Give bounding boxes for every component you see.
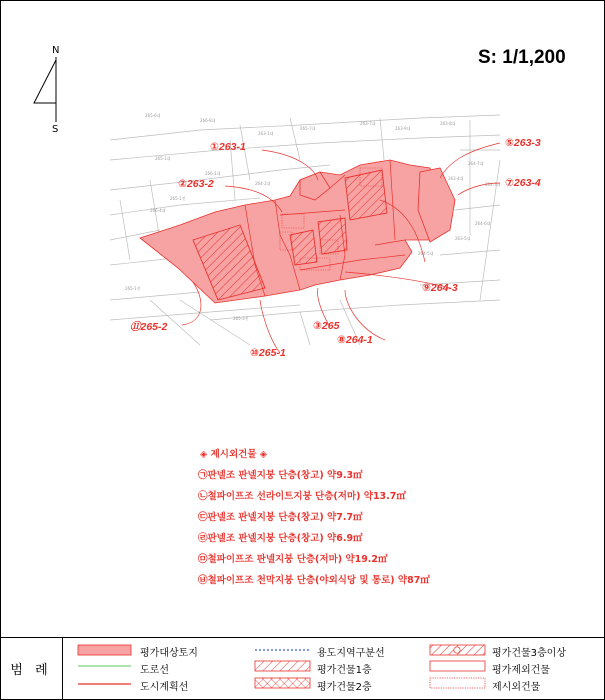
legend-label-zoning-line: 용도지역구분선	[317, 648, 385, 659]
svg-text:265-3전: 265-3전	[233, 316, 249, 321]
legend-label-eval-bldg-2: 평가건물2층	[317, 682, 372, 693]
svg-text:264-2대: 264-2대	[255, 181, 271, 186]
north-arrow-icon	[34, 57, 56, 122]
svg-text:263-7대: 263-7대	[360, 121, 376, 126]
lot-label-264-3: ⑨264-3	[422, 282, 458, 294]
excluded-building-item: ㉠판넬조 판넬지붕 단층(창고) 약9.3㎡	[198, 470, 363, 481]
legend-label-eval-bldg-3: 평가건물3층이상	[492, 648, 566, 659]
excluded-buildings-note	[198, 444, 430, 591]
svg-text:265-1전: 265-1전	[125, 286, 141, 291]
legend-divider	[0, 637, 605, 638]
svg-text:266-8대: 266-8대	[200, 118, 216, 123]
svg-text:265-1대: 265-1대	[155, 156, 171, 161]
svg-text:264-7대: 264-7대	[468, 161, 484, 166]
building-center	[290, 230, 317, 265]
svg-text:266-4대: 266-4대	[150, 208, 166, 213]
svg-text:265-1전: 265-1전	[170, 196, 186, 201]
legend-label-road-line: 도로선	[140, 665, 169, 676]
svg-text:264-7대: 264-7대	[485, 182, 501, 187]
excluded-building-item: ㉡철파이프조 선라이트지붕 단층(저마) 약13.7㎡	[198, 491, 406, 502]
legend-title: 범 례	[0, 637, 63, 699]
excluded-building-item: ㉤철파이프조 판넬지붕 단층(저마) 약19.2㎡	[198, 554, 388, 565]
legend-label-eval-excluded-bldg: 평가제외건물	[492, 665, 550, 676]
svg-text:263-5대: 263-5대	[455, 236, 471, 241]
svg-text:264-5대: 264-5대	[418, 251, 434, 256]
svg-text:265-7대: 265-7대	[300, 126, 316, 131]
legend-label-eval-land: 평가대상토지	[140, 648, 198, 659]
excluded-building-item: ㉣판넬조 판넬지붕 단층(창고) 약6.9㎡	[198, 533, 363, 544]
lot-label-265-1: ⑩265-1	[250, 347, 286, 359]
excluded-building-item: ㉥철파이프조 천막지붕 단층(야외식당 및 통로) 약87㎡	[198, 575, 430, 586]
lot-label-265: ③265	[313, 320, 340, 332]
north-label: N	[52, 45, 60, 56]
svg-text:265-6대: 265-6대	[145, 113, 161, 118]
lot-label-264-1: ⑧264-1	[337, 334, 373, 346]
svg-text:263-1대: 263-1대	[258, 131, 274, 136]
legend-label-urban-plan-line: 도시계획선	[140, 682, 189, 693]
lot-label-263-3: ⑤263-3	[505, 137, 541, 149]
excluded-buildings-title: ◈ 제시외건물 ◈	[200, 449, 268, 460]
legend-label-presented-excluded-bldg: 제시외건물	[492, 682, 541, 693]
svg-text:263-9대: 263-9대	[395, 126, 411, 131]
lot-label-265-2: ⑪265-2	[130, 321, 168, 333]
south-label: S	[52, 124, 59, 135]
building-center-2	[318, 218, 347, 254]
svg-text:266-1대: 266-1대	[205, 171, 221, 176]
lot-label-263-1: ①263-1	[210, 141, 246, 153]
building-263	[345, 170, 387, 220]
svg-text:263-8대: 263-8대	[440, 121, 456, 126]
scale-label: S: 1/1,200	[478, 47, 566, 68]
svg-text:263-4대: 263-4대	[448, 176, 464, 181]
excluded-building-item: ㉢판넬조 판넬지붕 단층(창고) 약7.7㎡	[198, 512, 363, 523]
lot-label-263-4: ⑦263-4	[505, 177, 541, 189]
svg-text:264-6대: 264-6대	[475, 221, 491, 226]
legend-label-eval-bldg-1: 평가건물1층	[317, 665, 372, 676]
lot-label-263-2: ②263-2	[178, 178, 214, 190]
